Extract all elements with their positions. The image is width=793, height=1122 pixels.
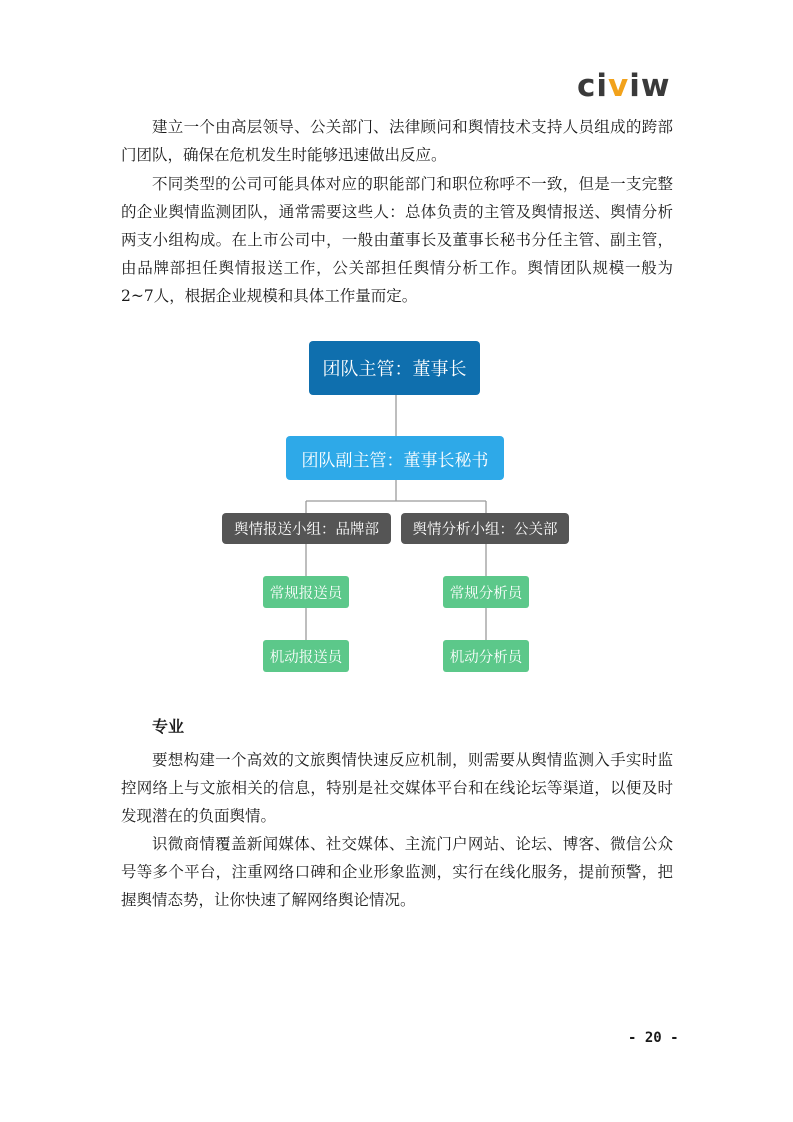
org-node-regular-reporter: 常规报送员 [263, 576, 349, 608]
org-node-analysis-group: 舆情分析小组：公关部 [401, 513, 569, 544]
paragraph-team-roles: 不同类型的公司可能具体对应的职能部门和职位称呼不一致，但是一支完整的企业舆情监测团队，通常需要这些人：总体负责的主管及舆情报送、舆情分析两支小组构成。在上市公司中，一般由董事长及董事长秘书分任主管、副主管，由品牌部担任舆情报送工作，公关部担任舆情分析工作。舆情团队规模一般为2~7人，根据企业规模和具体工作量而定。 [121, 175, 673, 305]
org-node-regular-analyst: 常规分析员 [443, 576, 529, 608]
org-node-reporting-group: 舆情报送小组：品牌部 [222, 513, 391, 544]
org-node-supervisor: 团队主管：董事长 [309, 341, 480, 395]
section-heading: 专业 [152, 717, 185, 736]
paragraph-monitoring: 要想构建一个高效的文旅舆情快速反应机制，则需要从舆情监测入手实时监控网络上与文旅相关的信息，特别是社交媒体平台和在线论坛等渠道，以便及时发现潜在的负面舆情。 [121, 751, 673, 825]
paragraph-product-coverage: 识微商情覆盖新闻媒体、社交媒体、主流门户网站、论坛、博客、微信公众号等多个平台，注重网络口碑和企业形象监测，实行在线化服务，提前预警，把握舆情态势，让你快速了解网络舆论情况。 [121, 835, 673, 909]
org-node-mobile-reporter: 机动报送员 [263, 640, 349, 672]
paragraph-team-composition: 建立一个由高层领导、公关部门、法律顾问和舆情技术支持人员组成的跨部门团队，确保在危机发生时能够迅速做出反应。 [121, 118, 673, 164]
page-number: - 20 - [628, 1030, 679, 1046]
civiw-logo [577, 68, 671, 104]
org-node-deputy-supervisor: 团队副主管：董事长秘书 [286, 436, 504, 480]
logo-text-prefix: ci [577, 68, 609, 104]
org-node-mobile-analyst: 机动分析员 [443, 640, 529, 672]
logo-text-suffix: iw [629, 68, 671, 104]
logo-text-accent: v [608, 68, 630, 104]
